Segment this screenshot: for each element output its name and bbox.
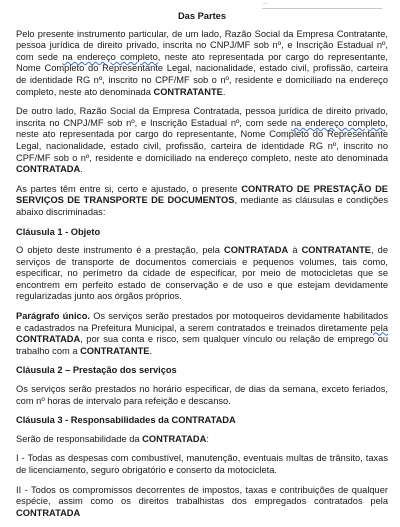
bold-term: CONTRATANTE [301, 245, 371, 256]
paragraph-item-ii [16, 485, 388, 520]
paragraph-clause-3-intro [16, 434, 388, 446]
header-fragment: ... [262, 0, 382, 9]
text-segment: As partes têm entre si, certo e ajustado, o presente [16, 183, 242, 194]
bold-term: CONTRATADA [16, 507, 81, 518]
text-segment: . [222, 86, 226, 97]
paragraph-contratada [16, 106, 388, 176]
clause-1-heading: Cláusula 1 - Objeto [16, 226, 101, 237]
text-segment: Pelo presente instrumento particular, de um lado, Razão Social da Empresa Contratante, pessoa jurídica de direito privado, inscrita no CNPJ/MF sob nº, e Inscrição Estadual nº, com sede [16, 28, 388, 62]
text-segment: à [288, 245, 302, 256]
clause-3-heading: Cláusula 3 - Responsabilidades da CONTRATADA [16, 415, 236, 426]
section-title-das-partes: Das Partes [177, 11, 227, 21]
text-segment: Serão de responsabilidade da [16, 433, 143, 444]
spellcheck-underlined-text: na endereço completo [291, 117, 386, 128]
text-segment: , mediante as cláusulas e condições abaixo discriminadas: [16, 195, 388, 217]
clause-2-heading: Cláusula 2 – Prestação dos serviços [16, 365, 177, 376]
paragraph-item-i: I - Todas as despesas com combustível, manutenção, eventuais multas de trânsito, taxas de licenciamento, seguro obrigatório e conserto da motocicleta. [16, 453, 388, 475]
bold-term: CONTRATANTE [153, 86, 223, 97]
paragraph-contract-intro [16, 184, 388, 219]
bold-term: CONTRATADA [142, 433, 207, 444]
bold-term: CONTRATO DE PRESTAÇÃO DE SERVIÇOS DE TRANSPORTE DE DOCUMENTOS [16, 183, 388, 206]
text-segment: , por sua conta e risco, sem qualquer vínculo ou relação de emprego ou trabalho com a [16, 334, 388, 356]
text-segment: , de serviços de transporte de documentos comerciais e pequenos volumes, tais como, especificar, no perímetro da cidade de especificar, por meio de motocicletas que se encontrem em perfeito estado de conservação e de uso e que estejam devidamente regularizadas junto aos órgãos próprios. [16, 245, 388, 302]
paragraph-unico [16, 311, 388, 357]
bold-term: CONTRATANTE [80, 345, 150, 356]
text-segment: , neste ato representada por cargo do representante, Nome Completo do Representante Legal, nacionalidade, estado civil, profissão, carteira de identidade RG nº, inscrito no CPF/MF sob o nº, residente e domiciliado na endereço completo, neste ato denominada [16, 117, 388, 163]
bold-term: Parágrafo único. [16, 311, 90, 322]
document-body [16, 11, 388, 527]
bold-term: CONTRATADA [16, 334, 81, 345]
paragraph-clause-2: Os serviços serão prestados no horário especificar, de dias da semana, exceto feriados, com nº horas de intervalo para refeição e descanso. [16, 384, 388, 406]
spellcheck-underlined-text: pela [370, 322, 388, 333]
spellcheck-underlined-text: na endereço completo [62, 51, 158, 62]
text-segment: De outro lado, Razão Social da Empresa Contratada, pessoa jurídica de direito privado, inscrita no CNPJ/MF sob nº, e Inscrição Estadual nº, com sede [16, 106, 388, 128]
paragraph-contratante [16, 29, 388, 99]
text-segment: . [80, 164, 83, 175]
paragraph-clause-1 [16, 245, 388, 303]
bold-term: CONTRATADA [224, 245, 289, 256]
text-segment: : [206, 433, 209, 444]
bold-term: CONTRATADA [16, 164, 81, 175]
text-segment: , neste ato representada por cargo do representante, Nome Completo do Representante Legal, nacionalidade, estado civil, profissão, carteira de identidade RG nº, inscrito no CPF/MF sob o nº, residente e domiciliado na endereço completo, neste ato denominada [16, 51, 388, 97]
text-segment: II - Todos os compromissos decorrentes de impostos, taxas e contribuições de qualquer espécie, assim como os direitos trabalhistas dos empregados contratados pela [16, 484, 388, 507]
text-segment: . [149, 345, 153, 356]
text-segment: O objeto deste instrumento é a prestação, pela [16, 245, 224, 256]
text-segment: Os serviços serão prestados por motoqueiros devidamente habilitados e cadastrados na Prefeitura Municipal, a serem contratados e treinados diretamente [16, 311, 388, 333]
